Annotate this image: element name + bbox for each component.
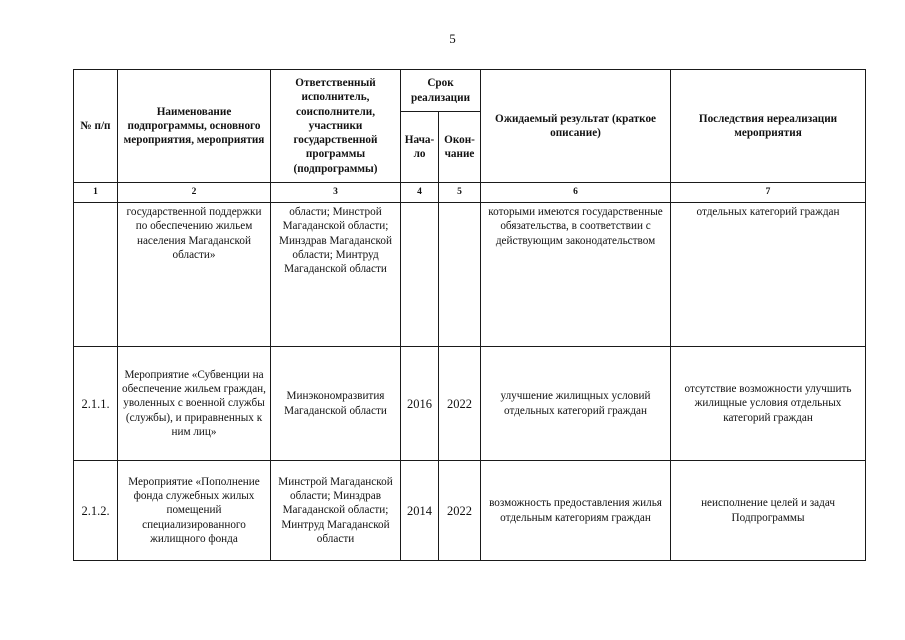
header-consequences: Последствия нереализации мероприятия	[671, 70, 866, 183]
header-term: Срок реализации	[401, 70, 481, 112]
row-result: улучшение жилищных условий отдельных категорий граждан	[481, 347, 671, 461]
row-consequences: отсутствие возможности улучшить жилищные условия отдельных категорий граждан	[671, 347, 866, 461]
column-number: 3	[271, 183, 401, 203]
row-name: Мероприятие «Субвенции на обеспечение жильем граждан, уволенных с военной службы (службы), и приравненных к ним лиц»	[118, 347, 271, 461]
row-result: которыми имеются государственные обязательства, в соответствии с действующим законодательством	[481, 203, 671, 347]
column-number-row	[74, 183, 866, 203]
row-result: возможность предоставления жилья отдельным категориям граждан	[481, 461, 671, 561]
table-row	[74, 461, 866, 561]
row-name: государственной поддержки по обеспечению жильем населения Магаданской области»	[118, 203, 271, 347]
table-row	[74, 347, 866, 461]
row-start: 2014	[401, 461, 439, 561]
header-name: Наименование подпрограммы, основного мероприятия, мероприятия	[118, 70, 271, 183]
row-end: 2022	[439, 461, 481, 561]
row-num: 2.1.1.	[74, 347, 118, 461]
header-responsible: Ответственный исполнитель, соисполнители, участники государственной программы (подпрограммы)	[271, 70, 401, 183]
row-consequences: неисполнение целей и задач Подпрограммы	[671, 461, 866, 561]
row-responsible: области; Минстрой Магаданской области; Минздрав Магаданской области; Минтруд Магаданской области	[271, 203, 401, 347]
row-end: 2022	[439, 347, 481, 461]
table-row	[74, 203, 866, 347]
page-number: 5	[449, 31, 456, 46]
row-start: 2016	[401, 347, 439, 461]
column-number: 5	[439, 183, 481, 203]
row-end	[439, 203, 481, 347]
column-number: 1	[74, 183, 118, 203]
header-num: № п/п	[74, 70, 118, 183]
row-responsible: Минстрой Магаданской области; Минздрав Магаданской области; Минтруд Магаданской области	[271, 461, 401, 561]
row-start	[401, 203, 439, 347]
column-number: 6	[481, 183, 671, 203]
header-end: Окон-чание	[439, 112, 481, 183]
header-result: Ожидаемый результат (краткое описание)	[481, 70, 671, 183]
column-number: 7	[671, 183, 866, 203]
row-num: 2.1.2.	[74, 461, 118, 561]
row-consequences: отдельных категорий граждан	[671, 203, 866, 347]
column-number: 2	[118, 183, 271, 203]
row-num	[74, 203, 118, 347]
header-row-1	[74, 70, 866, 112]
column-number: 4	[401, 183, 439, 203]
row-name: Мероприятие «Пополнение фонда служебных жилых помещений специализированного жилищного фонда	[118, 461, 271, 561]
row-responsible: Минэкономразвития Магаданской области	[271, 347, 401, 461]
header-start: Нача-ло	[401, 112, 439, 183]
measures-table	[73, 69, 866, 561]
